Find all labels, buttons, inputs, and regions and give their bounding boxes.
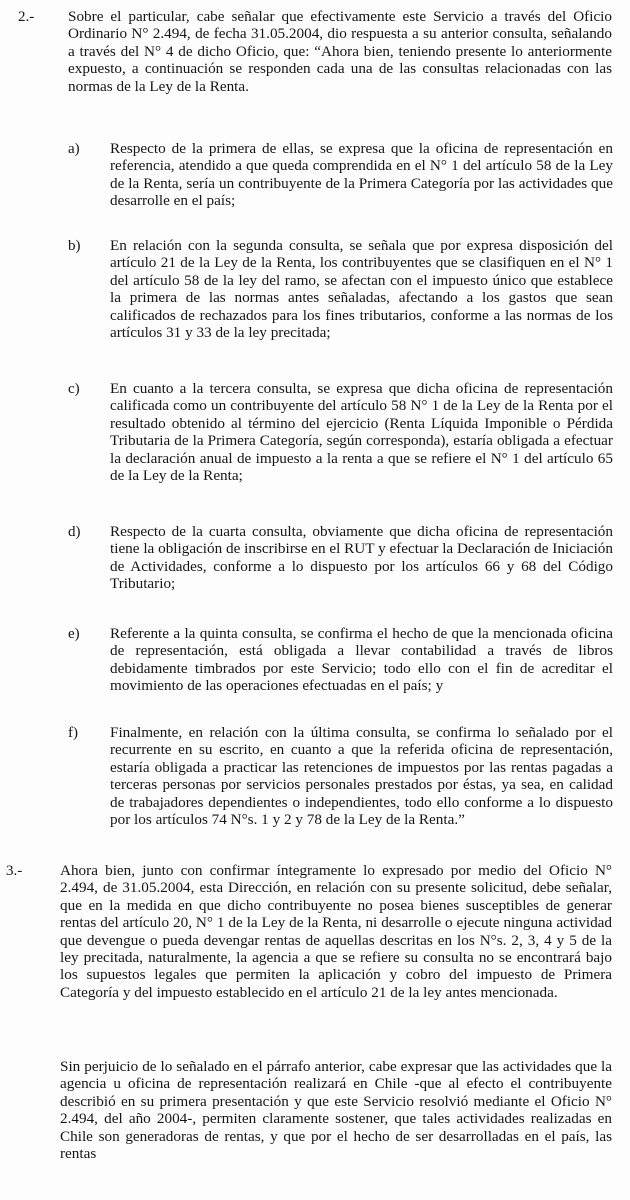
section-number: 2.- [18,9,35,25]
section-number: 3.- [6,863,23,879]
item-letter: a) [68,141,80,157]
section-2-paragraph: Sobre el particular, cabe señalar que efectivamente este Servicio a través del Oficio Ordinario N° 2.494, de fecha 31.05.2004, dio respuesta a su anterior consulta, señalando a través del N° 4 de dicho Oficio, que: “Ahora bien, teniendo presente lo anteriormente expuesto, a continuación se responden cada una de las consultas relacionadas con las normas de la Ley de la Renta. [68,8,612,95]
item-letter: d) [68,524,81,540]
item-text: En cuanto a la tercera consulta, se expresa que dicha oficina de representación calificada como un contribuyente del artículo 58 N° 1 de la Ley de la Renta por el resultado obtenido al término del ejercicio (Renta Líquida Imponible o Pérdida Tributaria de la Primera Categoría, según corresponda), estaría obligada a efectuar la declaración anual de impuesto a la renta a que se refiere el N° 1 del artículo 65 de la Ley de la Renta; [110,380,613,485]
item-letter: c) [68,381,80,397]
item-letter: e) [68,626,80,642]
item-text: Respecto de la cuarta consulta, obviamente que dicha oficina de representación tiene la obligación de inscribirse en el RUT y efectuar la Declaración de Iniciación de Actividades, conforme a lo dispuesto por los artículos 66 y 68 del Código Tributario; [110,523,613,593]
item-text: Referente a la quinta consulta, se confirma el hecho de que la mencionada oficina de representación, está obligada a llevar contabilidad a través de libros debidamente timbrados por este Servicio; todo ello con el fin de acreditar el movimiento de las operaciones efectuadas en el país; y [110,625,613,695]
item-text: En relación con la segunda consulta, se señala que por expresa disposición del artículo 21 de la Ley de la Renta, los contribuyentes que se clasifiquen en el N° 1 del artículo 58 de la ley del ramo, se afectan con el impuesto único que establece la primera de las normas antes señaladas, afectando a los gastos que sean calificados de rechazados para los fines tributarios, conforme a las normas de los artículos 31 y 33 de la ley precitada; [110,237,613,342]
item-text: Respecto de la primera de ellas, se expresa que la oficina de representación en referencia, atendido a que queda comprendida en el N° 1 del artículo 58 de la Ley de la Renta, sería un contribuyente de la Primera Categoría por las actividades que desarrolle en el país; [110,140,613,210]
item-letter: b) [68,238,81,254]
section-3-paragraph-1: Ahora bien, junto con confirmar íntegramente lo expresado por medio del Oficio N° 2.494, de 31.05.2004, esta Dirección, en relación con su presente solicitud, debe señalar, que en la medida en que dicho contribuyente no posea bienes susceptibles de generar rentas del artículo 20, N° 1 de la Ley de la Renta, ni desarrolle o ejecute ninguna actividad que devengue o pueda devengar rentas de aquellas descritas en los N°s. 2, 3, 4 y 5 de la ley precitada, naturalmente, la agencia a que se refiere su consulta no se encontrará bajo los supuestos legales que permiten la aplicación y cobro del impuesto de Primera Categoría y del impuesto establecido en el artículo 21 de la ley antes mencionada. [60,862,612,1001]
item-letter: f) [68,725,78,741]
section-3-paragraph-2: Sin perjuicio de lo señalado en el párrafo anterior, cabe expresar que las actividades que la agencia u oficina de representación realizará en Chile -que al efecto el contribuyente describió en su primera presentación y que este Servicio resolvió mediante el Oficio N° 2.494, del año 2004-, permiten claramente sostener, que tales actividades realizadas en Chile son generadoras de rentas, y que por el hecho de ser desarrolladas en el país, las rentas [60,1058,612,1163]
item-text: Finalmente, en relación con la última consulta, se confirma lo señalado por el recurrente en su escrito, en cuanto a que la referida oficina de representación, estaría obligada a practicar las retenciones de impuestos por las rentas pagadas a terceras personas por servicios personales prestados por éstas, ya sea, en calidad de trabajadores dependientes o independientes, todo ello conforme a lo dispuesto por los artículos 74 N°s. 1 y 2 y 78 de la Ley de la Renta.” [110,724,613,829]
